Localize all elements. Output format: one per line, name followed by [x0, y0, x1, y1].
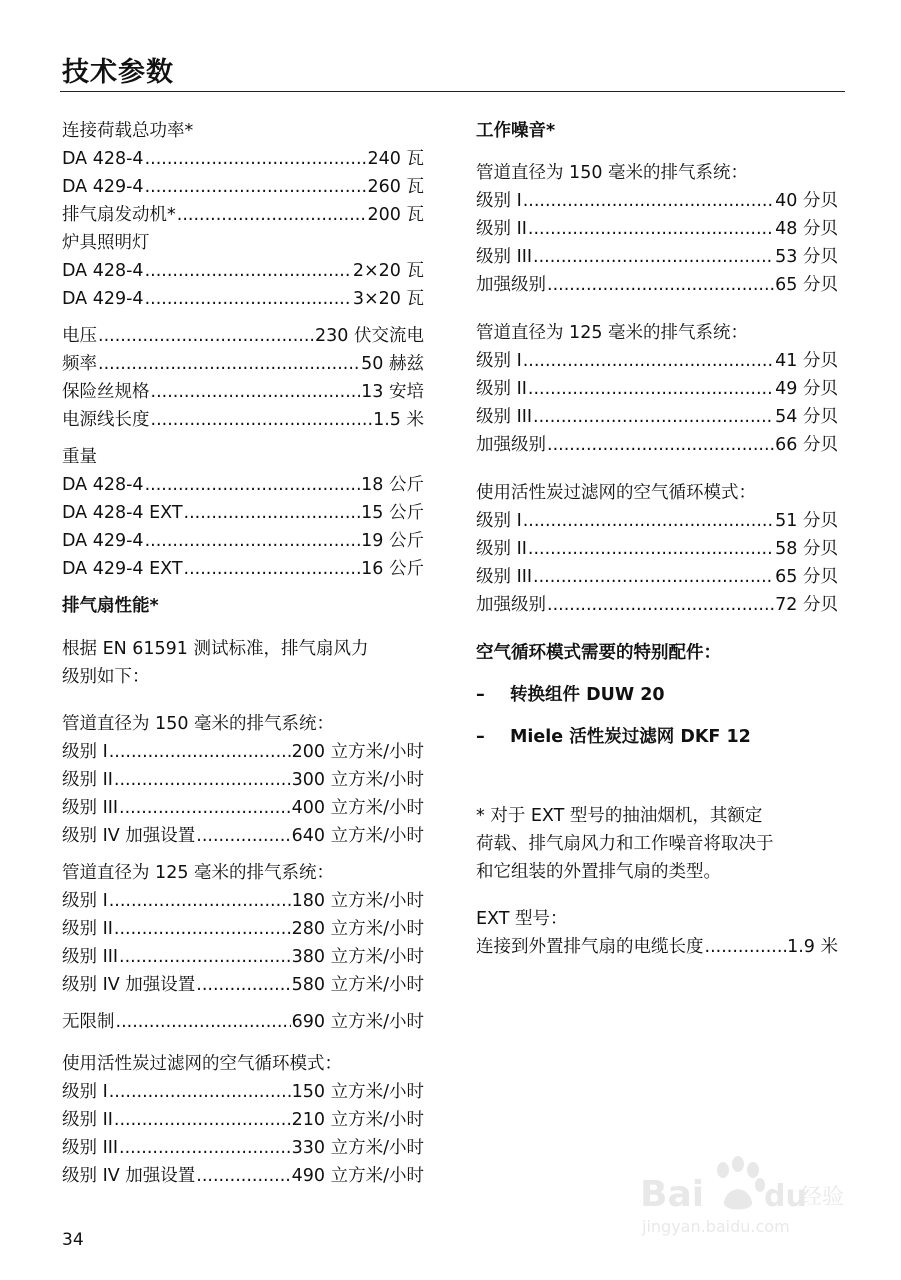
spec-value: 51 分贝 [775, 511, 838, 531]
spec-label: 级别 II [476, 379, 527, 399]
right-column [476, 117, 838, 961]
spec-row [62, 499, 424, 527]
spec-label: 加强级别 [476, 435, 546, 455]
spacer [62, 583, 424, 592]
spec-value: 380 立方米/小时 [291, 947, 424, 967]
dot-leader [119, 1134, 291, 1162]
power-heading: 连接荷载总功率* [62, 121, 194, 141]
footnote-line: 和它组装的外置排气扇的类型。 [476, 862, 721, 882]
accessory-text: Miele 活性炭过滤网 DKF 12 [510, 727, 751, 747]
dot-leader [109, 1078, 291, 1106]
spec-value: 58 分贝 [775, 539, 838, 559]
dot-leader [98, 322, 314, 350]
dot-leader [523, 187, 774, 215]
spec-value: 490 立方米/小时 [291, 1166, 424, 1186]
spec-label: 电压 [62, 326, 97, 346]
ext-heading: EXT 型号： [476, 909, 568, 929]
spec-row [476, 431, 838, 459]
spec-value: 580 立方米/小时 [291, 975, 424, 995]
dot-leader [119, 943, 291, 971]
spec-label: 级别 III [476, 247, 533, 267]
spec-row [62, 915, 424, 943]
spec-label: 级别 I [62, 742, 108, 762]
dot-leader [145, 173, 367, 201]
spacer [476, 709, 838, 723]
watermark-brand: Bai [640, 1174, 705, 1215]
spec-label: 级别 II [62, 919, 113, 939]
spec-label: DA 428-4 [62, 149, 144, 169]
dot-leader [547, 591, 774, 619]
spec-row [62, 766, 424, 794]
spec-value: 260 瓦 [367, 177, 424, 197]
spec-row [62, 555, 424, 583]
fan125-heading: 管道直径为 125 毫米的排气系统： [62, 863, 335, 883]
spec-row [476, 215, 838, 243]
spec-value: 1.5 米 [373, 410, 424, 430]
spec-label: 级别 I [62, 891, 108, 911]
spec-value: 53 分贝 [775, 247, 838, 267]
spec-label: 加强级别 [476, 595, 546, 615]
spec-value: 65 分贝 [775, 275, 838, 295]
spec-label: 级别 II [476, 219, 527, 239]
spec-row [62, 471, 424, 499]
spec-value: 230 伏交流电 [315, 326, 424, 346]
spec-label: 级别 IV 加强设置 [62, 975, 196, 995]
dot-leader [196, 822, 290, 850]
spec-value: 66 分贝 [775, 435, 838, 455]
dot-leader [98, 350, 360, 378]
dot-leader [184, 499, 361, 527]
accessory-item [476, 723, 838, 751]
dot-leader [116, 1008, 291, 1036]
spec-label: 无限制 [62, 1012, 115, 1032]
noise150-heading: 管道直径为 150 毫米的排气系统： [476, 163, 749, 183]
left-column [62, 117, 424, 1190]
baidu-watermark [628, 1140, 848, 1240]
spec-row [62, 738, 424, 766]
spec-label: 级别 I [476, 511, 522, 531]
spec-label: DA 429-4 [62, 531, 144, 551]
spec-row [62, 145, 424, 173]
dot-leader [196, 1162, 290, 1190]
dot-leader [119, 794, 291, 822]
spec-value: 210 立方米/小时 [291, 1110, 424, 1130]
spec-row [476, 271, 838, 299]
watermark-url: jingyan.baidu.com [642, 1217, 790, 1236]
spec-row [62, 1134, 424, 1162]
spec-row [62, 527, 424, 555]
dot-leader [151, 406, 373, 434]
spec-label: 级别 IV 加强设置 [62, 1166, 196, 1186]
spec-value: 1.9 米 [787, 937, 838, 957]
fan-performance-heading: 排气扇性能* [62, 596, 159, 616]
spec-row [476, 507, 838, 535]
dot-leader [528, 535, 774, 563]
spec-row [62, 285, 424, 313]
dot-leader [184, 555, 361, 583]
spec-row [62, 1106, 424, 1134]
weight-heading: 重量 [62, 447, 97, 467]
spec-label: DA 428-4 [62, 261, 144, 281]
spec-row [62, 794, 424, 822]
spec-label: 级别 IV 加强设置 [62, 826, 196, 846]
dot-leader [145, 471, 361, 499]
spec-row [62, 406, 424, 434]
spec-row [62, 378, 424, 406]
dot-leader [145, 257, 352, 285]
spec-label: 级别 II [62, 770, 113, 790]
spacer [476, 619, 838, 639]
spec-label: DA 429-4 [62, 289, 144, 309]
spec-row [62, 943, 424, 971]
spec-label: 加强级别 [476, 275, 546, 295]
spacer [476, 751, 838, 801]
spec-label: DA 428-4 EXT [62, 503, 183, 523]
spec-value: 54 分贝 [775, 407, 838, 427]
page-title: 技术参数 [62, 57, 174, 88]
spec-label: 级别 I [62, 1082, 108, 1102]
spec-row [476, 535, 838, 563]
fan150-heading: 管道直径为 150 毫米的排气系统： [62, 714, 335, 734]
spec-row [476, 375, 838, 403]
spec-value: 240 瓦 [367, 149, 424, 169]
spec-value: 48 分贝 [775, 219, 838, 239]
dash-bullet: – [476, 685, 485, 705]
spacer [476, 459, 838, 479]
spec-value: 50 赫兹 [361, 354, 424, 374]
spec-label: 级别 III [62, 798, 119, 818]
spec-label: DA 429-4 EXT [62, 559, 183, 579]
spec-row [62, 1008, 424, 1036]
lighting-heading: 炉具照明灯 [62, 233, 150, 253]
spec-row [476, 347, 838, 375]
spec-row [476, 187, 838, 215]
spec-row [62, 173, 424, 201]
spacer [62, 1036, 424, 1050]
spacer [476, 667, 838, 681]
dot-leader [151, 378, 361, 406]
spec-value: 3×20 瓦 [352, 289, 424, 309]
spec-label: 级别 I [476, 191, 522, 211]
dot-leader [145, 527, 361, 555]
spacer [62, 620, 424, 634]
spec-value: 19 公斤 [361, 531, 424, 551]
fan-intro-line: 根据 EN 61591 测试标准，排气扇风力 [62, 639, 369, 659]
noise125-heading: 管道直径为 125 毫米的排气系统： [476, 323, 749, 343]
watermark-suffix: 经验 [800, 1185, 845, 1210]
accessories-heading: 空气循环模式需要的特别配件： [476, 643, 721, 663]
spec-value: 280 立方米/小时 [291, 919, 424, 939]
footnote-line: 荷载、排气扇风力和工作噪音将取决于 [476, 834, 774, 854]
spec-value: 150 立方米/小时 [291, 1082, 424, 1102]
spec-label: 级别 II [62, 1110, 113, 1130]
dot-leader [145, 285, 352, 313]
page-number: 34 [62, 1230, 84, 1250]
spacer [476, 885, 838, 905]
noise-heading: 工作噪音* [476, 121, 556, 141]
dot-leader [523, 347, 774, 375]
dot-leader [114, 915, 291, 943]
spec-label: 电源线长度 [62, 410, 150, 430]
dot-leader [528, 375, 774, 403]
spec-value: 40 分贝 [775, 191, 838, 211]
spec-value: 72 分贝 [775, 595, 838, 615]
spec-value: 65 分贝 [775, 567, 838, 587]
spec-row [62, 322, 424, 350]
spec-label: 连接到外置排气扇的电缆长度 [476, 937, 704, 957]
dot-leader [705, 933, 787, 961]
recirc-heading: 使用活性炭过滤网的空气循环模式： [62, 1054, 342, 1074]
spec-value: 300 立方米/小时 [291, 770, 424, 790]
dot-leader [196, 971, 290, 999]
spec-row [476, 243, 838, 271]
spec-row [62, 1078, 424, 1106]
spacer [62, 999, 424, 1008]
spacer [62, 690, 424, 710]
dot-leader [547, 431, 774, 459]
spec-value: 41 分贝 [775, 351, 838, 371]
spec-row [62, 257, 424, 285]
footnote-line: * 对于 EXT 型号的抽油烟机，其额定 [476, 806, 763, 826]
dot-leader [523, 507, 774, 535]
spec-row [476, 403, 838, 431]
noise-recirc-heading: 使用活性炭过滤网的空气循环模式： [476, 483, 756, 503]
dot-leader [533, 403, 774, 431]
spec-label: 频率 [62, 354, 97, 374]
spec-value: 180 立方米/小时 [291, 891, 424, 911]
spec-value: 690 立方米/小时 [291, 1012, 424, 1032]
dot-leader [528, 215, 774, 243]
title-rule [60, 91, 845, 92]
spec-row [62, 822, 424, 850]
spec-value: 2×20 瓦 [352, 261, 424, 281]
spec-label: 排气扇发动机* [62, 205, 176, 225]
dot-leader [177, 201, 367, 229]
spec-row [476, 933, 838, 961]
spec-value: 18 公斤 [361, 475, 424, 495]
spec-label: DA 429-4 [62, 177, 144, 197]
watermark-brand-2: du [764, 1179, 807, 1214]
spec-label: 级别 III [476, 407, 533, 427]
spec-label: 级别 II [476, 539, 527, 559]
spacer [62, 850, 424, 859]
spec-row [62, 350, 424, 378]
spec-label: 级别 III [62, 1138, 119, 1158]
spec-label: 级别 III [476, 567, 533, 587]
spec-value: 640 立方米/小时 [291, 826, 424, 846]
spec-value: 15 公斤 [361, 503, 424, 523]
dot-leader [109, 887, 291, 915]
accessory-text: 转换组件 DUW 20 [510, 685, 665, 705]
dot-leader [114, 766, 291, 794]
spec-label: 保险丝规格 [62, 382, 150, 402]
spacer [476, 299, 838, 319]
dot-leader [533, 243, 774, 271]
dot-leader [114, 1106, 291, 1134]
spacer [62, 313, 424, 322]
baidu-paw-logo-icon [628, 1140, 848, 1240]
dot-leader [533, 563, 774, 591]
spec-row [62, 201, 424, 229]
spec-row [62, 971, 424, 999]
spec-label: 级别 I [476, 351, 522, 371]
spec-row [476, 563, 838, 591]
spec-value: 200 立方米/小时 [291, 742, 424, 762]
spec-value: 13 安培 [361, 382, 424, 402]
spec-value: 49 分贝 [775, 379, 838, 399]
dot-leader [145, 145, 367, 173]
spec-value: 200 瓦 [367, 205, 424, 225]
dot-leader [109, 738, 291, 766]
spec-label: 级别 III [62, 947, 119, 967]
spec-value: 16 公斤 [361, 559, 424, 579]
spec-row [476, 591, 838, 619]
spec-value: 330 立方米/小时 [291, 1138, 424, 1158]
dot-leader [547, 271, 774, 299]
spacer [62, 434, 424, 443]
dash-bullet: – [476, 727, 485, 747]
spacer [476, 145, 838, 159]
spec-label: DA 428-4 [62, 475, 144, 495]
power-rows [62, 145, 424, 229]
spec-row [62, 887, 424, 915]
spec-value: 400 立方米/小时 [291, 798, 424, 818]
fan-intro-line: 级别如下： [62, 667, 150, 687]
spec-row [62, 1162, 424, 1190]
accessory-item [476, 681, 838, 709]
